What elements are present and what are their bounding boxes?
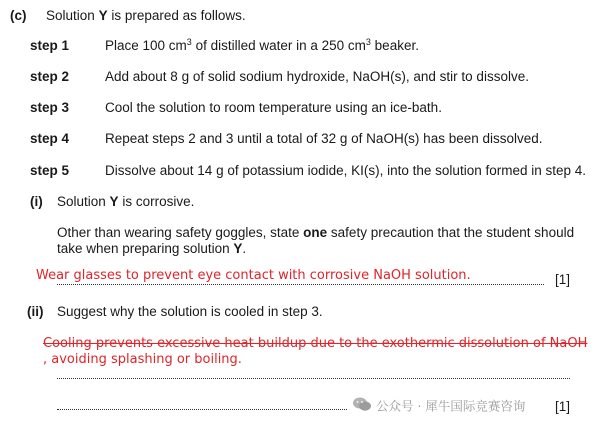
step-text: Add about 8 g of solid sodium hydroxide, NaOH(s), and stir to dissolve.	[105, 69, 529, 84]
question-line: take when preparing solution Y.	[57, 241, 247, 256]
part-c-intro: (c) Solution Y is prepared as follows.	[10, 8, 246, 23]
part-label: (c)	[10, 8, 27, 23]
marks-label: [1]	[555, 272, 571, 287]
subpart-label: (ii)	[27, 304, 44, 319]
step-text: Cool the solution to room temperature using an ice-bath.	[105, 100, 442, 115]
marks-label: [1]	[555, 399, 571, 414]
handwritten-answer: Cooling prevents excessive heat buildup due to the exothermic dissolution of NaOH	[43, 336, 588, 351]
answer-line[interactable]	[57, 377, 570, 379]
answer-line[interactable]	[57, 408, 357, 410]
handwritten-answer: Wear glasses to prevent eye contact with corrosive NaOH solution.	[36, 268, 471, 283]
step-label: step 4	[30, 131, 70, 146]
step-text: Dissolve about 14 g of potassium iodide, KI(s), into the solution formed in step 4.	[105, 163, 587, 178]
handwritten-answer: , avoiding splashing or boiling.	[43, 352, 242, 367]
subpart-statement: Solution Y is corrosive.	[57, 194, 195, 209]
step-label: step 2	[30, 69, 70, 84]
watermark-text: 公众号 · 犀牛国际竞赛咨询	[376, 398, 526, 414]
subpart-question: Suggest why the solution is cooled in step 3.	[57, 304, 323, 319]
wechat-icon	[352, 396, 372, 417]
step-label: step 5	[30, 163, 70, 178]
step-text: Repeat steps 2 and 3 until a total of 32 g of NaOH(s) has been dissolved.	[105, 131, 543, 146]
subpart-label: (i)	[30, 194, 43, 209]
watermark	[348, 396, 529, 417]
step-text: Place 100 $cm^3$ of distilled water in a 250 $cm^3$ beaker.	[105, 37, 419, 53]
step-label: step 1	[30, 38, 70, 53]
step-label: step 3	[30, 100, 70, 115]
question-line: Other than wearing safety goggles, state one safety precaution that the student should	[57, 225, 575, 240]
